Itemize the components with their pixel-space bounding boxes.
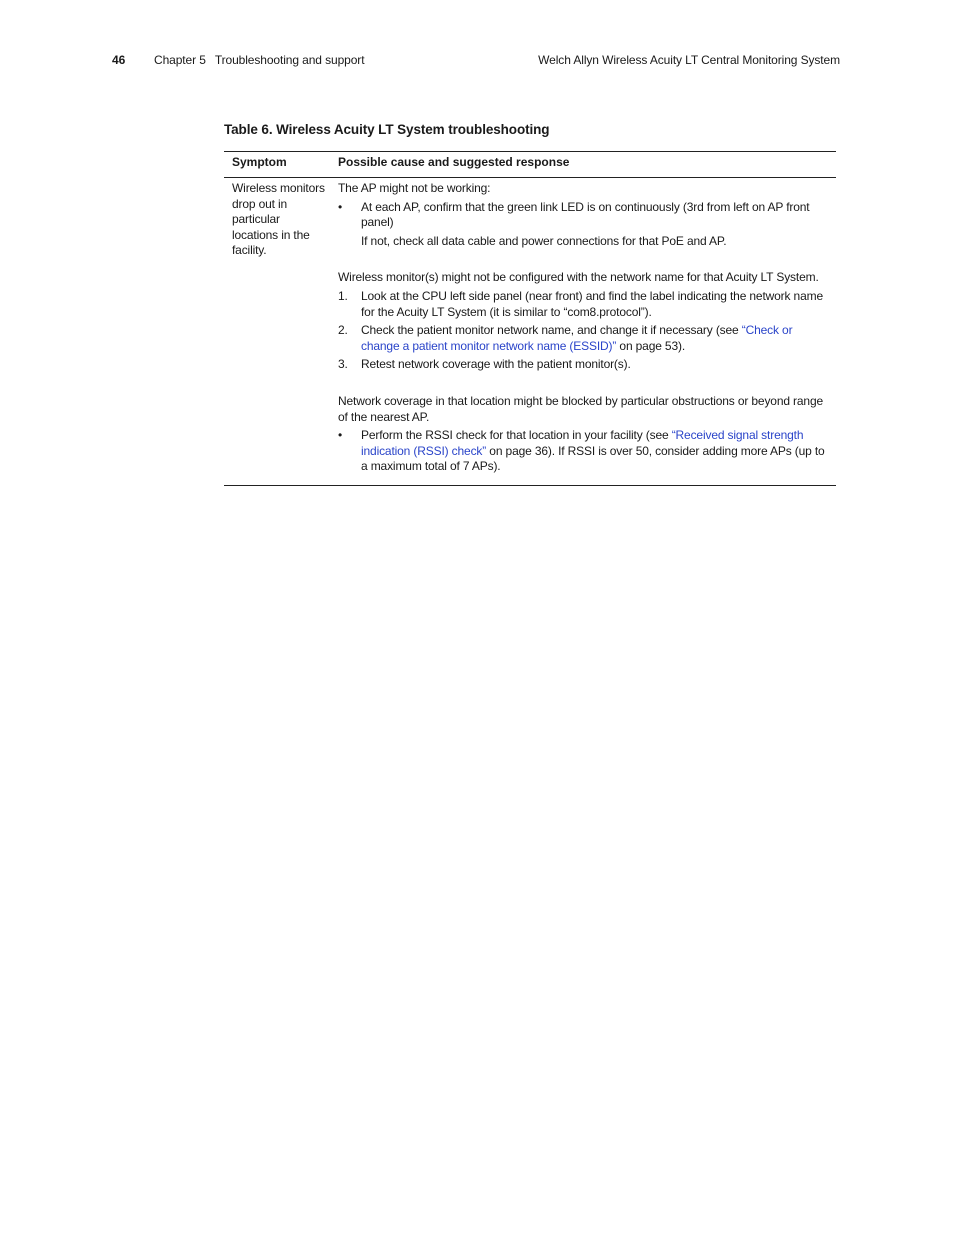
troubleshooting-table (224, 151, 836, 486)
chapter-label: Chapter 5 (154, 53, 206, 67)
list-item-text-post: on page 53). (616, 338, 686, 353)
list-item-text: Look at the CPU left side panel (near front) and find the label indicating the network name for the Acuity LT System (it is similar to “com8.protocol”). (361, 288, 823, 319)
rssi-check-link[interactable]: “Received signal strength indication (RSSI) check” (361, 428, 804, 458)
list-item-text (361, 323, 830, 354)
table-row (224, 178, 836, 485)
response-cell (330, 181, 836, 478)
essid-link[interactable]: “Check or change a patient monitor network name (ESSID)” (361, 323, 793, 353)
page-number: 46 (112, 53, 126, 67)
list-item-text: At each AP, confirm that the green link LED is on continuously (3rd from left on AP front panel) (361, 199, 810, 230)
symptom-cell: Wireless monitors drop out in particular locations in the facility. (232, 181, 325, 258)
list-item-text-pre: Perform the RSSI check for that location in your facility (see (361, 428, 672, 443)
list-item-text: Retest network coverage with the patient monitor(s). (361, 357, 631, 372)
list-item (338, 323, 830, 354)
list-item (338, 357, 830, 373)
list-item-text-post: on page 36). If RSSI is over 50, consider adding more APs (up to a maximum total of 7 APs). (361, 443, 825, 474)
chapter-title: Troubleshooting and support (214, 53, 365, 67)
cause-coverage-intro: Network coverage in that location might be blocked by particular obstructions or beyond range of the nearest AP. (338, 393, 823, 424)
cause-network-name-intro: Wireless monitor(s) might not be configured with the network name for that Acuity LT System. (338, 270, 819, 285)
bullet-marker: • (338, 199, 343, 214)
list-number: 2. (338, 323, 348, 338)
bullet-marker: • (338, 428, 343, 443)
chapter-header (154, 53, 364, 67)
list-number: 1. (338, 288, 348, 303)
list-item (338, 428, 830, 475)
column-header-symptom: Symptom (232, 155, 287, 169)
list-item-text-pre: Check the patient monitor network name, and change it if necessary (see (361, 323, 742, 338)
table-title: Table 6. Wireless Acuity LT System troubleshooting (224, 122, 550, 137)
cause-ap-intro: The AP might not be working: (338, 181, 491, 195)
list-item (338, 200, 830, 231)
document-title: Welch Allyn Wireless Acuity LT Central Monitoring System (538, 53, 840, 67)
column-header-response: Possible cause and suggested response (338, 155, 570, 169)
table-header-row (224, 152, 836, 178)
list-item-text (361, 428, 830, 475)
list-number: 3. (338, 357, 348, 372)
list-item (338, 289, 830, 320)
cause-ap-followup: If not, check all data cable and power connections for that PoE and AP. (361, 233, 727, 248)
